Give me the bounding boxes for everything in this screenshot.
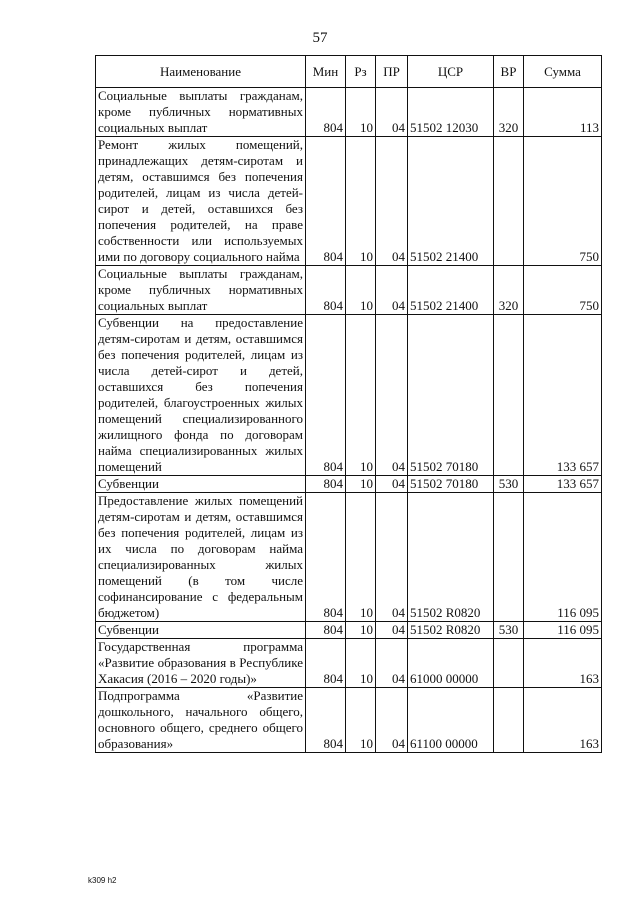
- cell-csr: 61100 00000: [408, 688, 494, 753]
- cell-min: 804: [306, 315, 346, 476]
- page-number: 57: [312, 30, 328, 46]
- header-vr: ВР: [494, 56, 524, 88]
- cell-vr: [494, 315, 524, 476]
- cell-csr: 51502 70180: [408, 476, 494, 493]
- header-sum: Сумма: [524, 56, 602, 88]
- table-row: [96, 266, 602, 315]
- table-row: [96, 88, 602, 137]
- cell-csr: 51502 12030: [408, 88, 494, 137]
- cell-csr: 51502 70180: [408, 315, 494, 476]
- cell-name: Субвенции на предоставление детям-сиротам и детям, оставшимся без попечения родителей, лицам из числа детей-сирот и детей, оставшихся без попечения родителей, благоустроенных жилых помещений специализированного жилищного фонда по договорам найма специализированных жилых помещений: [96, 315, 306, 476]
- cell-rz: 10: [346, 476, 376, 493]
- cell-rz: 10: [346, 493, 376, 622]
- header-min: Мин: [306, 56, 346, 88]
- cell-pr: 04: [376, 476, 408, 493]
- cell-csr: 51502 R0820: [408, 493, 494, 622]
- cell-min: 804: [306, 688, 346, 753]
- table-row: [96, 476, 602, 493]
- cell-vr: [494, 493, 524, 622]
- cell-csr: 51502 21400: [408, 137, 494, 266]
- cell-rz: 10: [346, 688, 376, 753]
- cell-min: 804: [306, 266, 346, 315]
- cell-min: 804: [306, 493, 346, 622]
- cell-min: 804: [306, 137, 346, 266]
- cell-name: Подпрограмма «Развитие дошкольного, начального общего, основного общего, среднего общего образования»: [96, 688, 306, 753]
- header-name: Наименование: [96, 56, 306, 88]
- cell-pr: 04: [376, 88, 408, 137]
- cell-rz: 10: [346, 639, 376, 688]
- cell-vr: 530: [494, 622, 524, 639]
- cell-pr: 04: [376, 622, 408, 639]
- cell-name: Ремонт жилых помещений, принадлежащих детям-сиротам и детям, оставшимся без попечения родителей, лицам из числа детей-сирот и детей, оставшихся без попечения родителей, на праве собственности или используемых ими по договору социального найма: [96, 137, 306, 266]
- cell-sum: 133 657: [524, 315, 602, 476]
- cell-rz: 10: [346, 88, 376, 137]
- cell-rz: 10: [346, 622, 376, 639]
- cell-pr: 04: [376, 688, 408, 753]
- cell-min: 804: [306, 476, 346, 493]
- cell-sum: 750: [524, 266, 602, 315]
- cell-rz: 10: [346, 315, 376, 476]
- cell-vr: 530: [494, 476, 524, 493]
- table-row: [96, 622, 602, 639]
- cell-csr: 51502 R0820: [408, 622, 494, 639]
- cell-name: Социальные выплаты гражданам, кроме публичных нормативных социальных выплат: [96, 88, 306, 137]
- cell-pr: 04: [376, 266, 408, 315]
- cell-pr: 04: [376, 639, 408, 688]
- cell-sum: 116 095: [524, 493, 602, 622]
- cell-name: Предоставление жилых помещений детям-сиротам и детям, оставшимся без попечения родителей, лицам из их числа по договорам найма специализированных жилых помещений (в том числе софинансирование с федеральным бюджетом): [96, 493, 306, 622]
- cell-vr: 320: [494, 88, 524, 137]
- table-row: [96, 493, 602, 622]
- cell-rz: 10: [346, 137, 376, 266]
- table-row: [96, 315, 602, 476]
- cell-vr: [494, 137, 524, 266]
- cell-name: Субвенции: [96, 476, 306, 493]
- cell-sum: 163: [524, 639, 602, 688]
- header-pr: ПР: [376, 56, 408, 88]
- header-rz: Рз: [346, 56, 376, 88]
- cell-csr: 51502 21400: [408, 266, 494, 315]
- cell-sum: 163: [524, 688, 602, 753]
- cell-csr: 61000 00000: [408, 639, 494, 688]
- cell-sum: 133 657: [524, 476, 602, 493]
- cell-vr: [494, 639, 524, 688]
- cell-name: Государственная программа «Развитие образования в Республике Хакасия (2016 – 2020 годы)»: [96, 639, 306, 688]
- cell-vr: 320: [494, 266, 524, 315]
- budget-table: [95, 55, 602, 753]
- cell-rz: 10: [346, 266, 376, 315]
- cell-min: 804: [306, 639, 346, 688]
- header-csr: ЦСР: [408, 56, 494, 88]
- footer-code: k309 h2: [88, 876, 117, 885]
- cell-pr: 04: [376, 315, 408, 476]
- table-header-row: [96, 56, 602, 88]
- cell-sum: 113: [524, 88, 602, 137]
- table-row: [96, 137, 602, 266]
- cell-pr: 04: [376, 137, 408, 266]
- table-row: [96, 639, 602, 688]
- cell-name: Социальные выплаты гражданам, кроме публичных нормативных социальных выплат: [96, 266, 306, 315]
- cell-vr: [494, 688, 524, 753]
- cell-sum: 750: [524, 137, 602, 266]
- cell-pr: 04: [376, 493, 408, 622]
- cell-name: Субвенции: [96, 622, 306, 639]
- table-row: [96, 688, 602, 753]
- cell-min: 804: [306, 88, 346, 137]
- cell-sum: 116 095: [524, 622, 602, 639]
- cell-min: 804: [306, 622, 346, 639]
